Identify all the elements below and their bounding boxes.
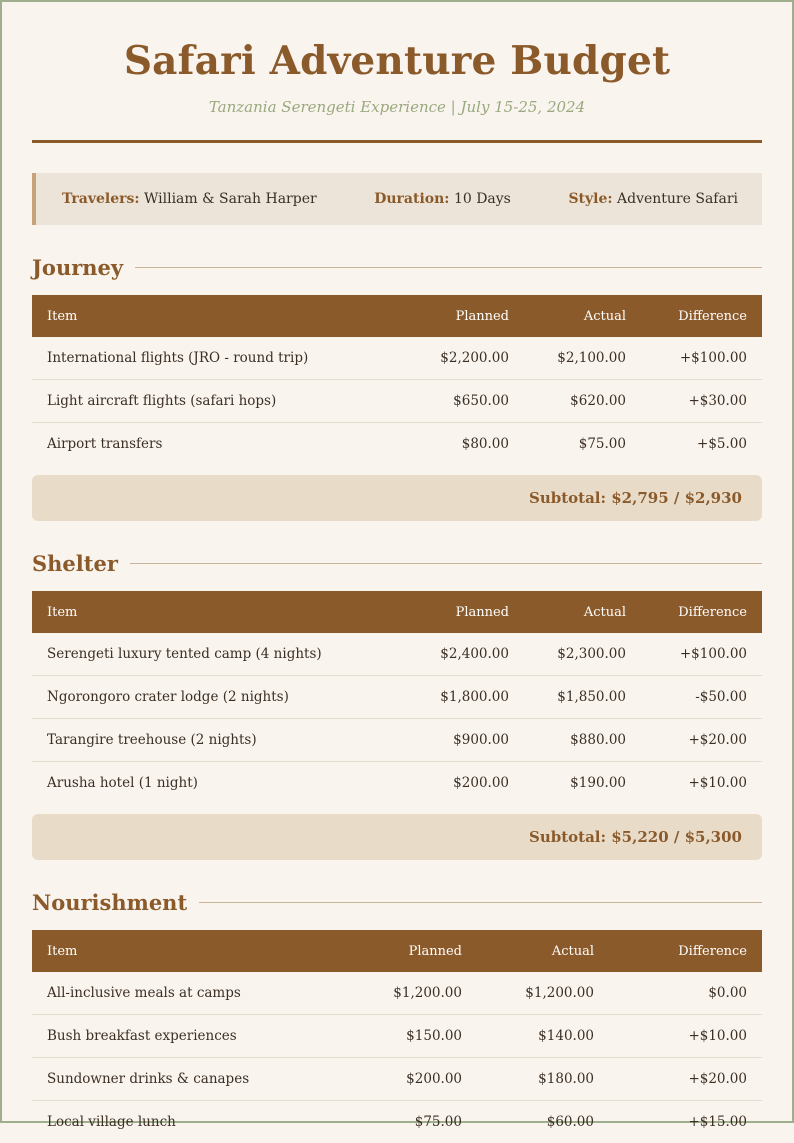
actual-cell: $190.00 [524, 762, 641, 805]
item-cell: Ngorongoro crater lodge (2 nights) [32, 676, 404, 719]
difference-cell: +$30.00 [641, 380, 762, 423]
style-info [568, 191, 738, 207]
item-cell: Local village lunch [32, 1101, 337, 1143]
planned-cell: $200.00 [337, 1058, 477, 1101]
difference-cell: +$100.00 [641, 337, 762, 380]
column-header-planned: Planned [404, 591, 524, 633]
actual-cell: $140.00 [477, 1015, 609, 1058]
column-header-actual: Actual [477, 930, 609, 972]
section-shelter [32, 549, 762, 860]
column-header-actual: Actual [524, 295, 641, 337]
column-header-item: Item [32, 591, 404, 633]
item-cell: Light aircraft flights (safari hops) [32, 380, 404, 423]
travelers-info [62, 191, 317, 207]
planned-cell: $2,200.00 [404, 337, 524, 380]
actual-cell: $1,850.00 [524, 676, 641, 719]
section-nourishment [32, 888, 762, 1143]
table-row [32, 337, 762, 380]
section-divider [199, 902, 762, 903]
difference-cell: +$100.00 [641, 633, 762, 676]
difference-cell: +$20.00 [609, 1058, 762, 1101]
table-row [32, 1101, 762, 1143]
section-divider [135, 267, 762, 268]
section-subtotal: Subtotal: $2,795 / $2,930 [32, 475, 762, 521]
table-header-row [32, 295, 762, 337]
section-header [32, 253, 762, 281]
page-subtitle: Tanzania Serengeti Experience | July 15-25, 2024 [32, 98, 762, 116]
actual-cell: $2,300.00 [524, 633, 641, 676]
difference-cell: -$50.00 [641, 676, 762, 719]
difference-cell: +$10.00 [609, 1015, 762, 1058]
budget-page [2, 2, 792, 1143]
item-cell: Sundowner drinks & canapes [32, 1058, 337, 1101]
planned-cell: $900.00 [404, 719, 524, 762]
difference-cell: +$15.00 [609, 1101, 762, 1143]
title-divider [32, 140, 762, 143]
difference-cell: +$10.00 [641, 762, 762, 805]
table-header-row [32, 591, 762, 633]
planned-cell: $80.00 [404, 423, 524, 466]
duration-label: Duration: [374, 191, 449, 207]
section-header [32, 549, 762, 577]
table-row [32, 633, 762, 676]
trip-info-bar [32, 173, 762, 225]
table-row [32, 719, 762, 762]
item-cell: International flights (JRO - round trip) [32, 337, 404, 380]
column-header-difference: Difference [641, 591, 762, 633]
section-title: Shelter [32, 551, 118, 576]
style-value: Adventure Safari [617, 191, 738, 207]
column-header-item: Item [32, 295, 404, 337]
actual-cell: $180.00 [477, 1058, 609, 1101]
planned-cell: $1,800.00 [404, 676, 524, 719]
style-label: Style: [568, 191, 612, 207]
page-title: Safari Adventure Budget [32, 2, 762, 84]
section-title: Journey [32, 255, 123, 280]
planned-cell: $150.00 [337, 1015, 477, 1058]
planned-cell: $1,200.00 [337, 972, 477, 1015]
duration-info [374, 191, 511, 207]
travelers-label: Travelers: [62, 191, 140, 207]
item-cell: Airport transfers [32, 423, 404, 466]
table-row [32, 762, 762, 805]
column-header-actual: Actual [524, 591, 641, 633]
column-header-item: Item [32, 930, 337, 972]
planned-cell: $75.00 [337, 1101, 477, 1143]
section-header [32, 888, 762, 916]
section-title: Nourishment [32, 890, 187, 915]
section-journey [32, 253, 762, 521]
budget-table [32, 295, 762, 465]
section-divider [130, 563, 762, 564]
actual-cell: $1,200.00 [477, 972, 609, 1015]
column-header-difference: Difference [609, 930, 762, 972]
section-subtotal: Subtotal: $5,220 / $5,300 [32, 814, 762, 860]
actual-cell: $60.00 [477, 1101, 609, 1143]
duration-value: 10 Days [454, 191, 511, 207]
table-row [32, 380, 762, 423]
column-header-planned: Planned [404, 295, 524, 337]
item-cell: Tarangire treehouse (2 nights) [32, 719, 404, 762]
travelers-value: William & Sarah Harper [144, 191, 317, 207]
table-row [32, 423, 762, 466]
table-row [32, 1015, 762, 1058]
difference-cell: $0.00 [609, 972, 762, 1015]
planned-cell: $2,400.00 [404, 633, 524, 676]
item-cell: All-inclusive meals at camps [32, 972, 337, 1015]
item-cell: Bush breakfast experiences [32, 1015, 337, 1058]
actual-cell: $2,100.00 [524, 337, 641, 380]
actual-cell: $620.00 [524, 380, 641, 423]
table-header-row [32, 930, 762, 972]
table-row [32, 972, 762, 1015]
column-header-planned: Planned [337, 930, 477, 972]
table-row [32, 1058, 762, 1101]
budget-table [32, 930, 762, 1143]
item-cell: Serengeti luxury tented camp (4 nights) [32, 633, 404, 676]
actual-cell: $75.00 [524, 423, 641, 466]
actual-cell: $880.00 [524, 719, 641, 762]
table-row [32, 676, 762, 719]
difference-cell: +$5.00 [641, 423, 762, 466]
planned-cell: $200.00 [404, 762, 524, 805]
planned-cell: $650.00 [404, 380, 524, 423]
budget-table [32, 591, 762, 804]
column-header-difference: Difference [641, 295, 762, 337]
item-cell: Arusha hotel (1 night) [32, 762, 404, 805]
difference-cell: +$20.00 [641, 719, 762, 762]
